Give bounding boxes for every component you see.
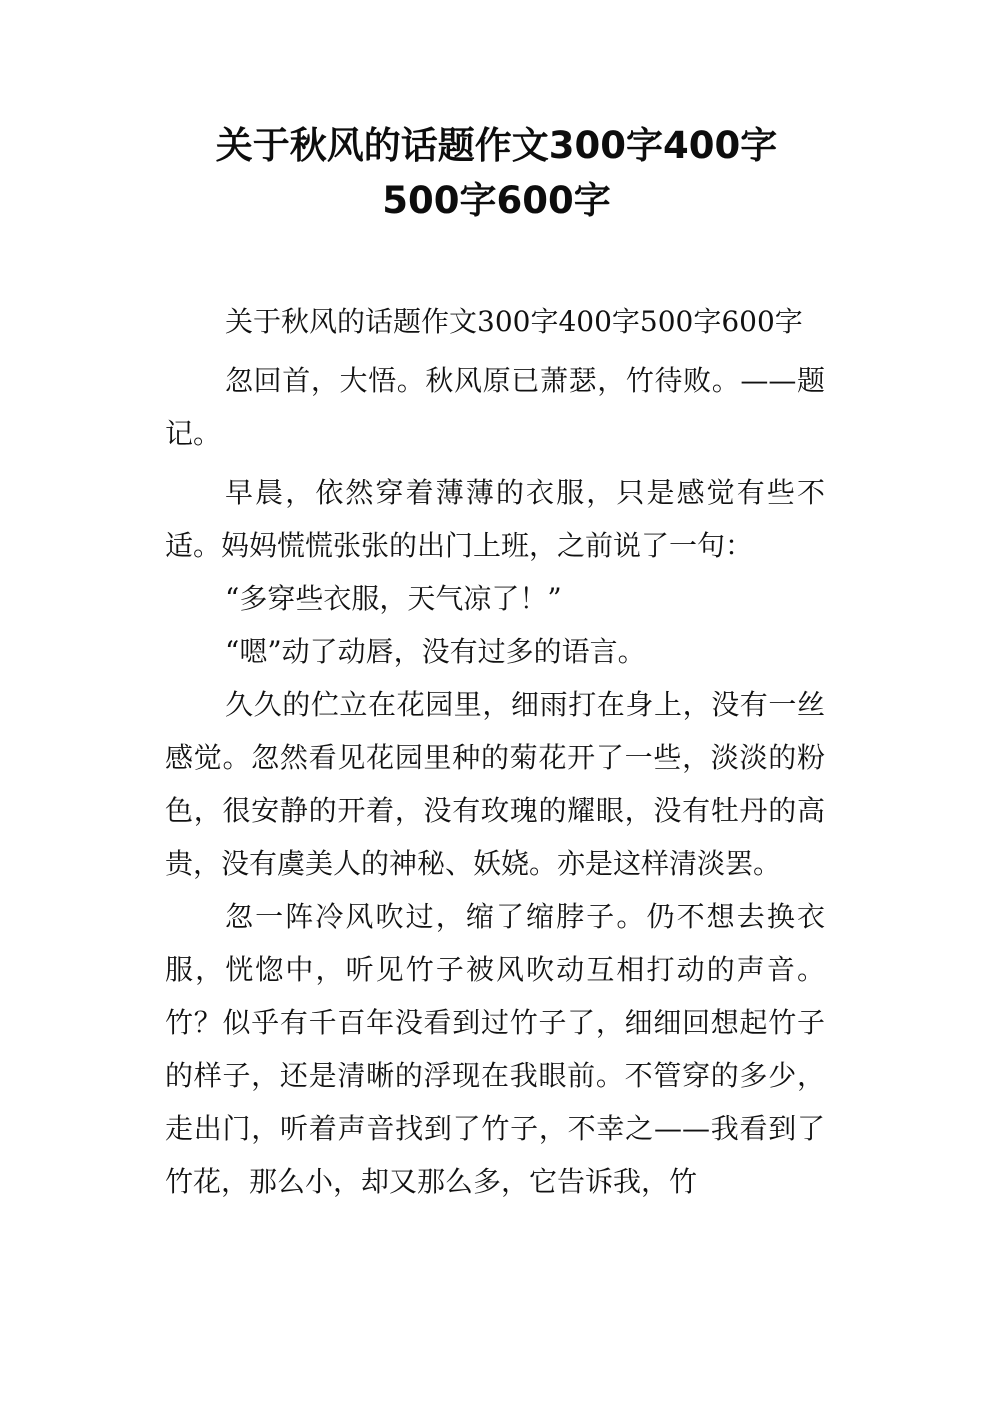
title-line-1: 关于秋风的话题作文300字400字 — [215, 124, 778, 167]
paragraph: 久久的伫立在花园里，细雨打在身上，没有一丝感觉。忽然看见花园里种的菊花开了一些，淡淡的粉色，很安静的开着，没有玫瑰的耀眼，没有牡丹的高贵，没有虞美人的神秘、妖娆。亦是这样清淡罢。 — [165, 688, 825, 880]
paragraph: 早晨，依然穿着薄薄的衣服，只是感觉有些不适。妈妈慌慌张张的出门上班，之前说了一句： — [165, 476, 825, 562]
paragraph: “多穿些衣服，天气凉了！” — [225, 582, 562, 615]
paragraph: 忽回首，大悟。秋风原已萧瑟，竹待败。——题记。 — [165, 364, 825, 450]
paragraph: 关于秋风的话题作文300字400字500字600字 — [225, 305, 803, 338]
paragraph: 忽一阵冷风吹过，缩了缩脖子。仍不想去换衣服，恍惚中，听见竹子被风吹动互相打动的声音。竹？似乎有千百年没看到过竹子了，细细回想起竹子的样子，还是清晰的浮现在我眼前。不管穿的多少，走出门，听着声音找到了竹子，不幸之——我看到了竹花，那么小，却又那么多，它告诉我，竹 — [165, 900, 825, 1198]
title-line-2: 500字600字 — [382, 179, 611, 222]
document-body — [165, 295, 825, 1208]
document-title — [120, 118, 873, 228]
paragraph: “嗯”动了动唇，没有过多的语言。 — [225, 635, 646, 668]
